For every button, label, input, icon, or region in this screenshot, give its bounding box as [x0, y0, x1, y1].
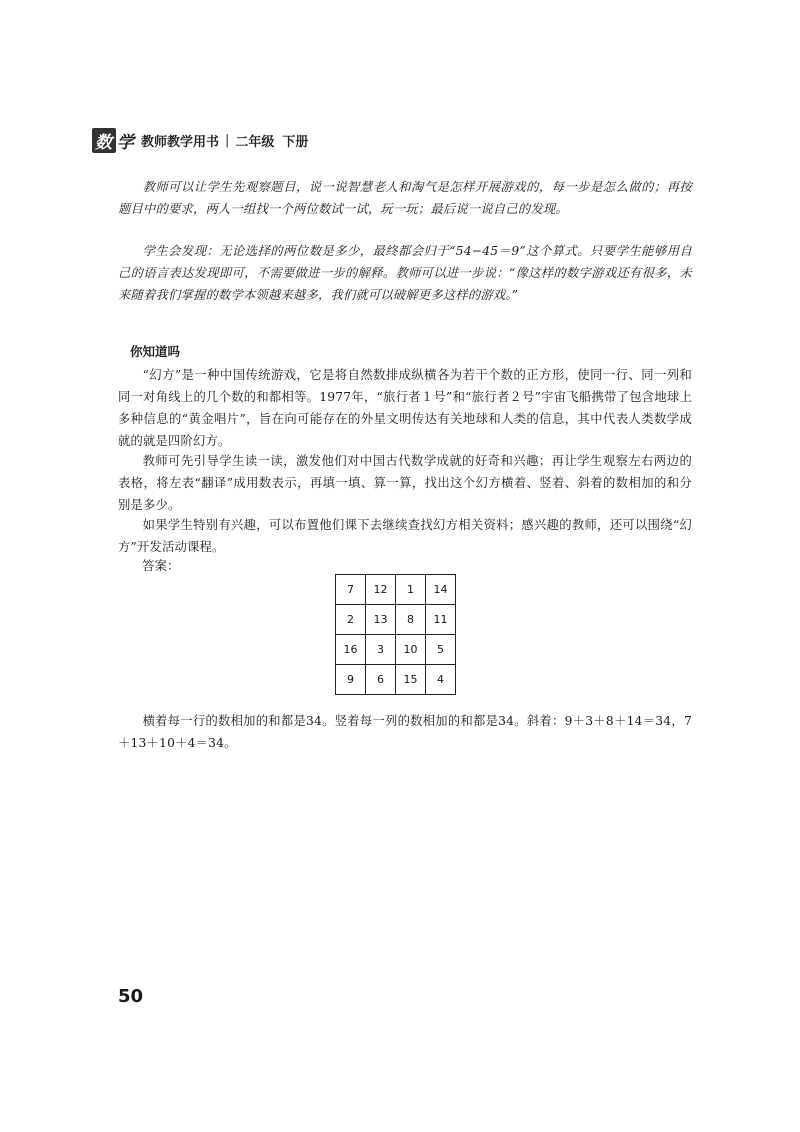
table-cell: 10	[396, 635, 426, 665]
table-row	[336, 605, 456, 635]
section-teaching-guide	[118, 450, 692, 516]
table-cell: 8	[396, 605, 426, 635]
section-game-intro	[118, 176, 692, 220]
table-cell: 11	[426, 605, 456, 635]
section-game-discovery	[118, 240, 692, 306]
grade-label: 二年级	[235, 135, 275, 150]
table-cell: 9	[336, 665, 366, 695]
paragraph-game-discovery: 学生会发现：无论选择的两位数是多少，最终都会归于“54−45＝9”这个算式。只要学生能够用自己的语言表达发现即可，不需要做进一步的解释。教师可以进一步说：“像这样的数字游戏还有很多，未来随着我们掌握的数学本领越来越多，我们就可以破解更多这样的游戏。”	[118, 244, 692, 302]
magic-square-table	[335, 574, 456, 695]
running-header	[92, 128, 308, 153]
table-row	[336, 665, 456, 695]
table-cell: 16	[336, 635, 366, 665]
paragraph-game-instructions: 教师可以让学生先观察题目，说一说智慧老人和淘气是怎样开展游戏的，每一步是怎么做的；再按题目中的要求，两人一组找一个两位数试一试，玩一玩；最后说一说自己的发现。	[118, 180, 692, 216]
did-you-know-heading: 你知道吗	[130, 344, 181, 359]
term-label: 下册	[282, 135, 309, 150]
table-cell: 4	[426, 665, 456, 695]
section-answer-explanation	[118, 710, 692, 754]
section-extension	[118, 514, 692, 558]
table-cell: 1	[396, 575, 426, 605]
answer-label: 答案：	[142, 558, 180, 573]
table-cell: 12	[366, 575, 396, 605]
table-cell: 13	[366, 605, 396, 635]
book-subtitle: 教师教学用书	[141, 135, 220, 150]
table-cell: 2	[336, 605, 366, 635]
brand-char-shu: 数	[92, 128, 116, 153]
paragraph-magic-square-history: “幻方”是一种中国传统游戏，它是将自然数排成纵横各为若干个数的正方形，使同一行、同一列和同一对角线上的几个数的和都相等。1977年，“旅行者１号”和“旅行者２号”宇宙飞船携带了包含地球上多种信息的“黄金唱片”，旨在向可能存在的外星文明传达有关地球和人类的信息，其中代表人类数学成就的就是四阶幻方。	[118, 368, 692, 448]
table-cell: 7	[336, 575, 366, 605]
paragraph-teaching-guide: 教师可先引导学生读一读，激发他们对中国古代数学成就的好奇和兴趣；再让学生观察左右两边的表格，将左表“翻译”成用数表示，再填一填、算一算，找出这个幻方横着、竖着、斜着的数相加的和分别是多少。	[118, 454, 692, 512]
table-row	[336, 575, 456, 605]
table-cell: 14	[426, 575, 456, 605]
page-number: 50	[118, 986, 144, 1007]
paragraph-answer-sums: 横着每一行的数相加的和都是34。竖着每一列的数相加的和都是34。斜着：9＋3＋8＋14＝34，7＋13＋10＋4＝34。	[118, 714, 692, 750]
section-magic-square-intro	[118, 364, 692, 452]
table-cell: 5	[426, 635, 456, 665]
header-separator: |	[225, 133, 230, 148]
table-cell: 3	[366, 635, 396, 665]
paragraph-extension: 如果学生特别有兴趣，可以布置他们课下去继续查找幻方相关资料；感兴趣的教师，还可以围绕“幻方”开发活动课程。	[118, 518, 692, 554]
table-row	[336, 635, 456, 665]
table-cell: 15	[396, 665, 426, 695]
table-cell: 6	[366, 665, 396, 695]
brand-char-xue: 学	[117, 133, 135, 153]
